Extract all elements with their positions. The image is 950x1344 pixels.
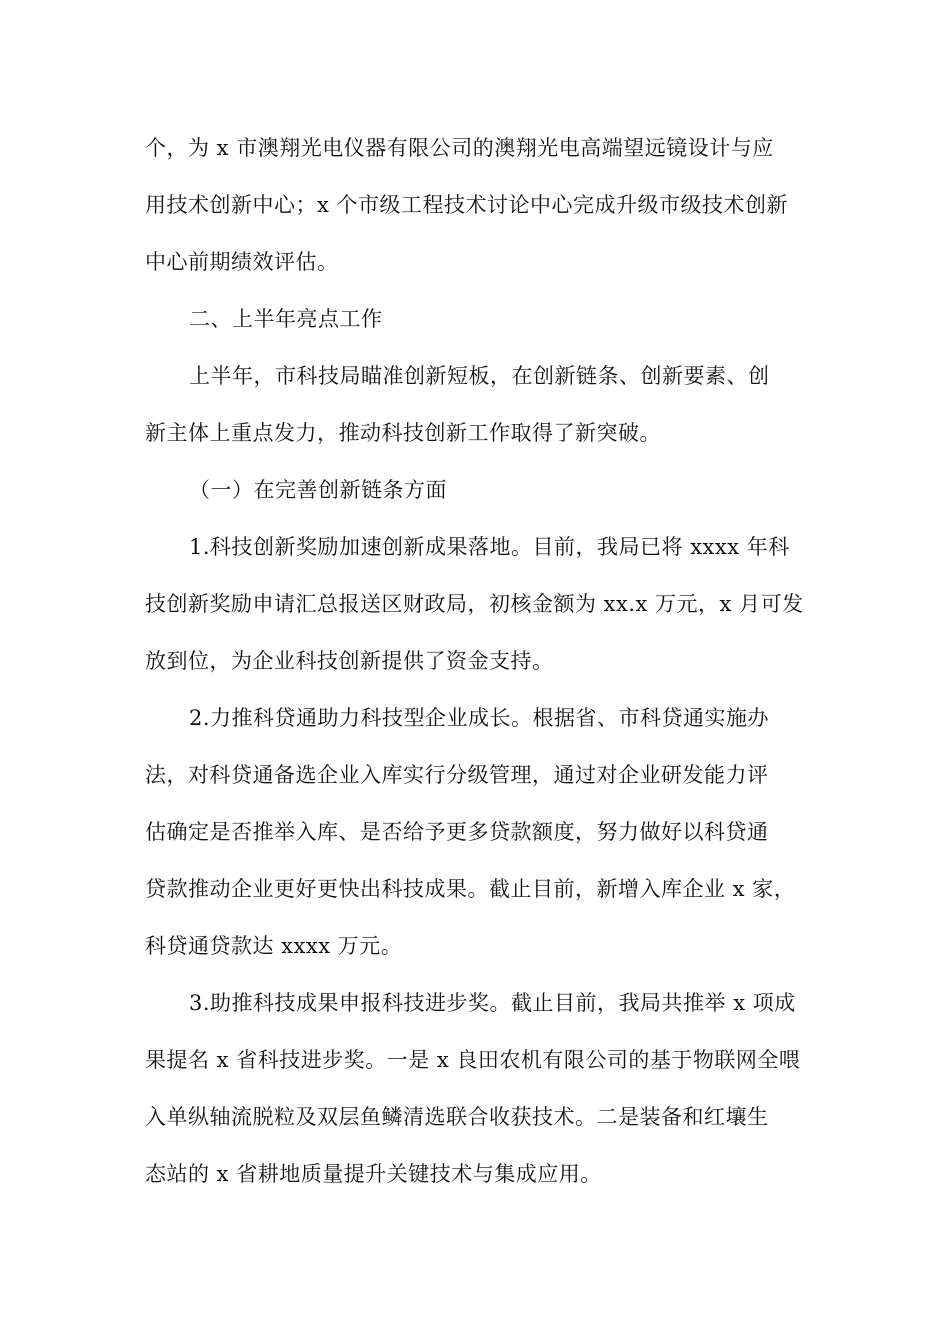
- text-line: 贷款推动企业更好更快出科技成果。截止目前，新增入库企业 x 家，: [145, 877, 796, 901]
- text-line: 态站的 x 省耕地质量提升关键技术与集成应用。: [145, 1162, 602, 1186]
- document-body: [145, 120, 810, 1203]
- text-line: 3.助推科技成果申报科技进步奖。截止目前，我局共推举 x 项成: [189, 991, 796, 1015]
- text-line: 用技术创新中心；x 个市级工程技术讨论中心完成升级市级技术创新: [145, 193, 789, 217]
- text-line: 果提名 x 省科技进步奖。一是 x 良田农机有限公司的基于物联网全喂: [145, 1048, 801, 1072]
- text-line: 估确定是否推举入库、是否给予更多贷款额度，努力做好以科贷通: [145, 820, 769, 844]
- text-line: 法，对科贷通备选企业入库实行分级管理，通过对企业研发能力评: [145, 763, 769, 787]
- text-line: 放到位，为企业科技创新提供了资金支持。: [145, 649, 554, 673]
- text-line: 技创新奖励申请汇总报送区财政局，初核金额为 xx.x 万元，x 月可发: [145, 592, 804, 616]
- text-line: 入单纵轴流脱粒及双层鱼鳞清选联合收获技术。二是装备和红壤生: [145, 1105, 769, 1129]
- text-line: 上半年，市科技局瞄准创新短板，在创新链条、创新要素、创: [189, 364, 770, 388]
- text-line: 2.力推科贷通助力科技型企业成长。根据省、市科贷通实施办: [189, 706, 770, 730]
- text-line: 新主体上重点发力，推动科技创新工作取得了新突破。: [145, 421, 661, 445]
- subsection-heading: （一）在完善创新链条方面: [189, 478, 447, 502]
- text-line: 中心前期绩效评估。: [145, 250, 339, 274]
- text-line: 个，为 x 市澳翔光电仪器有限公司的澳翔光电高端望远镜设计与应: [145, 136, 774, 160]
- text-line: 1.科技创新奖励加速创新成果落地。目前，我局已将 xxxx 年科: [189, 535, 790, 559]
- section-heading: 二、上半年亮点工作: [189, 307, 383, 331]
- text-line: 科贷通贷款达 xxxx 万元。: [145, 934, 403, 958]
